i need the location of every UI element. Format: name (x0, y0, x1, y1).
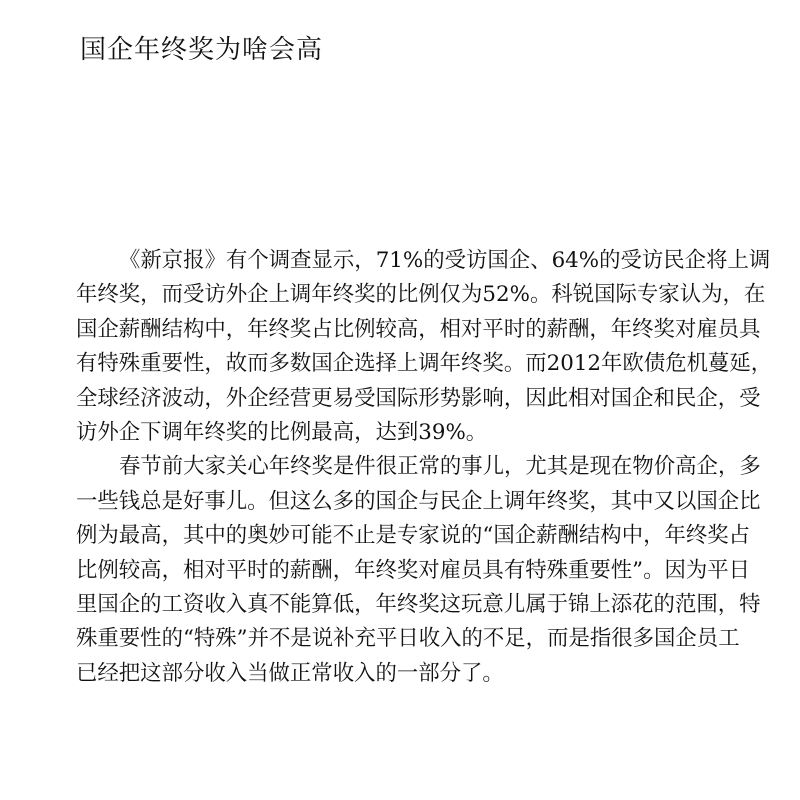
text-line: 例为最高，其中的奥妙可能不止是专家说的“国企薪酬结构中，年终奖占 (76, 523, 751, 549)
text-line: 国企薪酬结构中，年终奖占比例较高，相对平时的薪酬，年终奖对雇员具 (76, 316, 761, 342)
text-line: 有特殊重要性，故而多数国企选择上调年终奖。而2012年欧债危机蔓延， (76, 351, 773, 377)
text-line: 年终奖，而受访外企上调年终奖的比例仅为52%。科锐国际专家认为，在 (76, 282, 766, 308)
text-line: 里国企的工资收入真不能算低，年终奖这玩意儿属于锦上添花的范围，特 (76, 591, 761, 617)
paragraph-2 (76, 450, 792, 691)
text-line: 一些钱总是好事儿。但这么多的国企与民企上调年终奖，其中又以国企比 (76, 488, 761, 514)
text-line: 《新京报》有个调查显示，71%的受访国企、64%的受访民企将上调 (119, 248, 771, 273)
text-line: 全球经济波动，外企经营更易受国际形势影响，因此相对国企和民企，受 (76, 385, 761, 411)
paragraph-1 (76, 244, 792, 450)
text-line: 殊重要性的“特殊”并不是说补充平日收入的不足，而是指很多国企员工 (76, 626, 740, 652)
text-line: 春节前大家关心年终奖是件很正常的事儿，尤其是现在物价高企，多 (119, 454, 761, 480)
page-title: 国企年终奖为啥会高 (80, 35, 324, 65)
article-body (76, 244, 792, 691)
text-line: 访外企下调年终奖的比例最高，达到39%。 (76, 419, 488, 445)
text-line: 已经把这部分收入当做正常收入的一部分了。 (76, 660, 504, 686)
text-line: 比例较高，相对平时的薪酬，年终奖对雇员具有特殊重要性”。因为平日 (76, 557, 751, 583)
